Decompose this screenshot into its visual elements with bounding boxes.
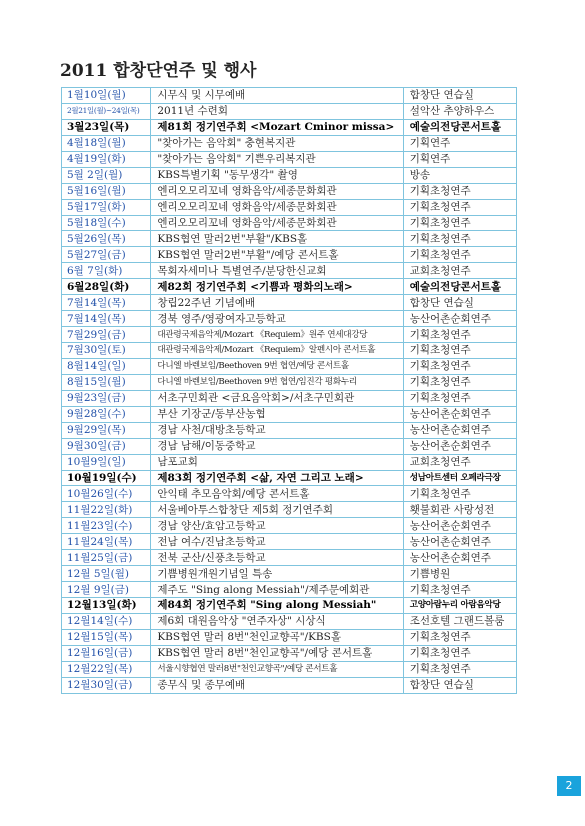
event-cell: 전북 군산/신풍초등학교 bbox=[151, 550, 403, 566]
date-cell: 8월14일(일) bbox=[62, 358, 151, 374]
event-cell: 기쁨병원개원기념일 특송 bbox=[151, 566, 403, 582]
date-cell: 2월21일(월)~24일(목) bbox=[62, 103, 151, 119]
table-row bbox=[62, 454, 517, 470]
event-cell: 목회자세미나 특별연주/분당한신교회 bbox=[151, 263, 403, 279]
event-cell: 부산 기장군/동부산농협 bbox=[151, 406, 403, 422]
date-cell: 5월27일(금) bbox=[62, 247, 151, 263]
event-cell: 대관령국제음악제/Mozart 《Requiem》알펜시아 콘서트홀 bbox=[151, 343, 403, 359]
event-cell: 제주도 "Sing along Messiah"/제주문예회관 bbox=[151, 582, 403, 598]
table-row bbox=[62, 598, 517, 614]
place-cell: 기획초청연주 bbox=[403, 390, 516, 406]
table-row bbox=[62, 247, 517, 263]
event-cell: 제83회 정기연주회 <삶, 자연 그리고 노래> bbox=[151, 470, 403, 486]
place-cell: 농산어촌순회연주 bbox=[403, 518, 516, 534]
event-cell: 다니엘 바렌보임/Beethoven 9번 협연/예당 콘서트홀 bbox=[151, 358, 403, 374]
event-cell: 서울시향협연 말러8번"천인교향곡"/예당 콘서트홀 bbox=[151, 661, 403, 677]
date-cell: 11월24일(목) bbox=[62, 534, 151, 550]
table-row bbox=[62, 645, 517, 661]
date-cell: 5월18일(수) bbox=[62, 215, 151, 231]
table-row bbox=[62, 295, 517, 311]
place-cell: 농산어촌순회연주 bbox=[403, 406, 516, 422]
event-cell: 창립22주년 기념예배 bbox=[151, 295, 403, 311]
table-row bbox=[62, 119, 517, 135]
page-title: 2011 합창단연주 및 행사 bbox=[60, 61, 257, 81]
place-cell: 기획초청연주 bbox=[403, 629, 516, 645]
place-cell: 기획초청연주 bbox=[403, 486, 516, 502]
table-row bbox=[62, 215, 517, 231]
date-cell: 12월30일(금) bbox=[62, 677, 151, 693]
event-cell: 전남 여수/진남초등학교 bbox=[151, 534, 403, 550]
date-cell: 9월30일(금) bbox=[62, 438, 151, 454]
place-cell: 교회초청연주 bbox=[403, 454, 516, 470]
place-cell: 농산어촌순회연주 bbox=[403, 422, 516, 438]
event-cell: 종무식 및 종무예배 bbox=[151, 677, 403, 693]
place-cell: 농산어촌순회연주 bbox=[403, 534, 516, 550]
date-cell: 12월 9일(금) bbox=[62, 582, 151, 598]
date-cell: 7월29일(금) bbox=[62, 327, 151, 343]
date-cell: 11월22일(화) bbox=[62, 502, 151, 518]
table-row bbox=[62, 422, 517, 438]
date-cell: 6월28일(화) bbox=[62, 279, 151, 295]
event-cell: "찾아가는 음악회" 기쁜우리복지관 bbox=[151, 151, 403, 167]
page-number: 2 bbox=[557, 776, 581, 796]
date-cell: 9월23일(금) bbox=[62, 390, 151, 406]
table-row bbox=[62, 279, 517, 295]
date-cell: 9월29일(목) bbox=[62, 422, 151, 438]
table-row bbox=[62, 486, 517, 502]
date-cell: 12월14일(수) bbox=[62, 613, 151, 629]
place-cell: 기획초청연주 bbox=[403, 645, 516, 661]
event-cell: 엔리오모리꼬네 영화음악/세종문화회관 bbox=[151, 199, 403, 215]
table-row bbox=[62, 502, 517, 518]
date-cell: 12월15일(목) bbox=[62, 629, 151, 645]
table-row bbox=[62, 582, 517, 598]
date-cell: 11월23일(수) bbox=[62, 518, 151, 534]
place-cell: 예술의전당콘서트홀 bbox=[403, 279, 516, 295]
date-cell: 1월10일(월) bbox=[62, 88, 151, 104]
table-row bbox=[62, 518, 517, 534]
table-row bbox=[62, 534, 517, 550]
event-cell: KBS협연 말러 8번"천인교향곡"/예당 콘서트홀 bbox=[151, 645, 403, 661]
table-row bbox=[62, 390, 517, 406]
date-cell: 4월19일(화) bbox=[62, 151, 151, 167]
date-cell: 7월14일(목) bbox=[62, 295, 151, 311]
event-cell: 경남 사천/대방초등학교 bbox=[151, 422, 403, 438]
schedule-body bbox=[62, 88, 517, 694]
table-row bbox=[62, 183, 517, 199]
place-cell: 기획초청연주 bbox=[403, 358, 516, 374]
date-cell: 4월18일(월) bbox=[62, 135, 151, 151]
event-cell: 시무식 및 시무예배 bbox=[151, 88, 403, 104]
table-row bbox=[62, 406, 517, 422]
place-cell: 농산어촌순회연주 bbox=[403, 438, 516, 454]
place-cell: 기획초청연주 bbox=[403, 247, 516, 263]
event-cell: 제84회 정기연주회 "Sing along Messiah" bbox=[151, 598, 403, 614]
table-row bbox=[62, 629, 517, 645]
date-cell: 6월 7일(화) bbox=[62, 263, 151, 279]
place-cell: 기획초청연주 bbox=[403, 661, 516, 677]
place-cell: 설악산 추양하우스 bbox=[403, 103, 516, 119]
date-cell: 12월 5일(월) bbox=[62, 566, 151, 582]
event-cell: 제6회 대원음악상 "연주자상" 시상식 bbox=[151, 613, 403, 629]
event-cell: 안익태 추모음악회/예당 콘서트홀 bbox=[151, 486, 403, 502]
event-cell: 경남 양산/효암고등학교 bbox=[151, 518, 403, 534]
event-cell: KBS특별기획 "동무생각" 촬영 bbox=[151, 167, 403, 183]
place-cell: 기획초청연주 bbox=[403, 327, 516, 343]
place-cell: 기획초청연주 bbox=[403, 183, 516, 199]
date-cell: 11월25일(금) bbox=[62, 550, 151, 566]
date-cell: 10월19일(수) bbox=[62, 470, 151, 486]
place-cell: 기획연주 bbox=[403, 151, 516, 167]
place-cell: 횃불회관 사랑성전 bbox=[403, 502, 516, 518]
place-cell: 기획초청연주 bbox=[403, 215, 516, 231]
place-cell: 기획초청연주 bbox=[403, 199, 516, 215]
event-cell: 제81회 정기연주회 <Mozart Cminor missa> bbox=[151, 119, 403, 135]
table-row bbox=[62, 677, 517, 693]
table-row bbox=[62, 167, 517, 183]
event-cell: 서초구민회관 <금요음악회>/서초구민회관 bbox=[151, 390, 403, 406]
event-cell: 2011년 수련회 bbox=[151, 103, 403, 119]
place-cell: 예술의전당콘서트홀 bbox=[403, 119, 516, 135]
table-row bbox=[62, 358, 517, 374]
table-row bbox=[62, 438, 517, 454]
place-cell: 합창단 연습실 bbox=[403, 88, 516, 104]
table-row bbox=[62, 231, 517, 247]
table-row bbox=[62, 613, 517, 629]
event-cell: KBS협연 말러 8번"천인교향곡"/KBS홀 bbox=[151, 629, 403, 645]
event-cell: 대관령국제음악제/Mozart 《Requiem》원주 연세대강당 bbox=[151, 327, 403, 343]
table-row bbox=[62, 88, 517, 104]
date-cell: 10월9일(일) bbox=[62, 454, 151, 470]
event-cell: 다니엘 바렌보임/Beethoven 9번 협연/임진각 평화누리 bbox=[151, 374, 403, 390]
place-cell: 기쁨병원 bbox=[403, 566, 516, 582]
place-cell: 합창단 연습실 bbox=[403, 677, 516, 693]
place-cell: 방송 bbox=[403, 167, 516, 183]
date-cell: 5월 2일(월) bbox=[62, 167, 151, 183]
place-cell: 농산어촌순회연주 bbox=[403, 311, 516, 327]
date-cell: 5월16일(월) bbox=[62, 183, 151, 199]
table-row bbox=[62, 550, 517, 566]
place-cell: 농산어촌순회연주 bbox=[403, 550, 516, 566]
place-cell: 기획연주 bbox=[403, 135, 516, 151]
event-cell: 남포교회 bbox=[151, 454, 403, 470]
table-row bbox=[62, 470, 517, 486]
date-cell: 3월23일(목) bbox=[62, 119, 151, 135]
date-cell: 12월16일(금) bbox=[62, 645, 151, 661]
date-cell: 7월14일(목) bbox=[62, 311, 151, 327]
place-cell: 합창단 연습실 bbox=[403, 295, 516, 311]
place-cell: 고양아람누리 아람음악당 bbox=[403, 598, 516, 614]
event-cell: KBS협연 말러2번"부활"/KBS홀 bbox=[151, 231, 403, 247]
table-row bbox=[62, 135, 517, 151]
place-cell: 기획초청연주 bbox=[403, 582, 516, 598]
date-cell: 7월30일(토) bbox=[62, 343, 151, 359]
date-cell: 5월26일(목) bbox=[62, 231, 151, 247]
table-row bbox=[62, 327, 517, 343]
date-cell: 10월26일(수) bbox=[62, 486, 151, 502]
table-row bbox=[62, 374, 517, 390]
table-row bbox=[62, 311, 517, 327]
place-cell: 교회초청연주 bbox=[403, 263, 516, 279]
place-cell: 기획초청연주 bbox=[403, 343, 516, 359]
date-cell: 12월22일(목) bbox=[62, 661, 151, 677]
table-row bbox=[62, 263, 517, 279]
event-cell: 엔리오모리꼬네 영화음악/세종문화회관 bbox=[151, 215, 403, 231]
table-row bbox=[62, 661, 517, 677]
place-cell: 기획초청연주 bbox=[403, 374, 516, 390]
place-cell: 성남아트센터 오페라극장 bbox=[403, 470, 516, 486]
date-cell: 12월13일(화) bbox=[62, 598, 151, 614]
table-row bbox=[62, 199, 517, 215]
table-row bbox=[62, 151, 517, 167]
event-cell: "찾아가는 음악회" 충현복지관 bbox=[151, 135, 403, 151]
event-cell: 경북 영주/영광여자고등학교 bbox=[151, 311, 403, 327]
event-cell: 제82회 정기연주회 <기쁨과 평화의노래> bbox=[151, 279, 403, 295]
place-cell: 기획초청연주 bbox=[403, 231, 516, 247]
table-row bbox=[62, 566, 517, 582]
place-cell: 조선호텔 그랜드볼룸 bbox=[403, 613, 516, 629]
date-cell: 5월17일(화) bbox=[62, 199, 151, 215]
event-cell: 서울베아투스합창단 제5회 정기연주회 bbox=[151, 502, 403, 518]
schedule-table bbox=[61, 87, 517, 694]
table-row bbox=[62, 343, 517, 359]
event-cell: KBS협연 말러2번"부활"/예당 콘서트홀 bbox=[151, 247, 403, 263]
table-row bbox=[62, 103, 517, 119]
date-cell: 9월28일(수) bbox=[62, 406, 151, 422]
event-cell: 엔리오모리꼬네 영화음악/세종문화회관 bbox=[151, 183, 403, 199]
event-cell: 경남 남해/이동중학교 bbox=[151, 438, 403, 454]
date-cell: 8월15일(월) bbox=[62, 374, 151, 390]
